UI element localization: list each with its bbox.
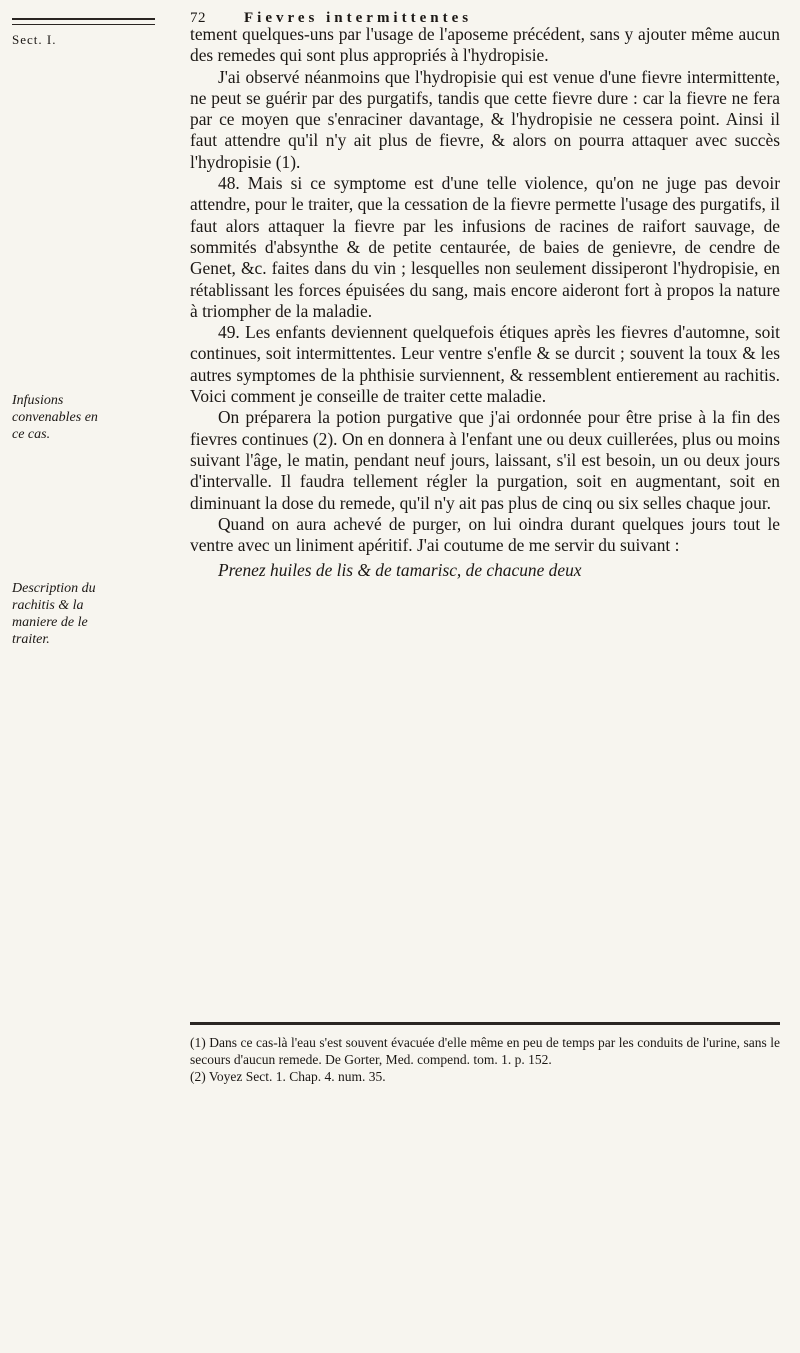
paragraph-continuation: tement quelques-uns par l'usage de l'aposeme précédent, sans y ajouter même aucun des remedes qui sont plus appropriés à l'hydropisie. xyxy=(190,24,780,66)
paragraph-48: 48. Mais si ce symptome est d'une telle violence, qu'on ne juge pas devoir attendre, pour le traiter, que la cessation de la fievre permette l'usage des purgatifs, il faut alors attaquer la fievre par les infusions de racines de raifort sauvage, de sommités d'absynthe & de petite centaurée, de baies de genievre, de cendre de Genet, &c. faites dans du vin ; lesquelles non seulement dissiperont l'hydropisie, en rétablissant les forces épuisées du sang, mais encore aideront fort à propos la nature à triompher de la maladie. xyxy=(190,173,780,321)
footnotes xyxy=(190,1034,780,1085)
paragraph-liniment: Quand on aura achevé de purger, on lui oindra durant quelques jours tout le ventre avec un liniment apéritif. J'ai coutume de me servir du suivant : xyxy=(190,513,780,556)
paragraph-hydropisie: J'ai observé néanmoins que l'hydropisie qui est venue d'une fievre intermittente, ne peut se guérir par des purgatifs, tandis que cette fievre dure : car la fievre ne fera par ce moyen que s'enraciner davantage, & l'hydropisie ne cessera point. Ainsi il faut attendre qu'il n'y ait plus de fievre, & alors on pourra attaquer avec succès l'hydropisie (1). xyxy=(190,66,780,172)
paragraph-potion: On préparera la potion purgative que j'ai ordonnée pour être prise à la fin des fievres continues (2). On en donnera à l'enfant une ou deux cuillerées, plus ou moins suivant l'âge, le matin, pendant neuf jours, laissant, s'il est besoin, un ou deux jours d'intervalle. Il faudra tellement régler la purgation, soit en augmentant, soit en diminuant la dose du remede, qu'il n'y ait pas plus de cinq ou six selles chaque jour. xyxy=(190,407,780,513)
main-text xyxy=(190,24,780,582)
footnote-rule xyxy=(190,1022,780,1025)
footnote-1: (1) Dans ce cas-là l'eau s'est souvent évacuée d'elle même en peu de temps par les conduits de l'urine, sans le secours d'aucun remede. De Gorter, Med. compend. tom. 1. p. 152. xyxy=(190,1035,780,1067)
margin-note-rachitis: Description du rachitis & la maniere de le traiter. xyxy=(12,581,96,647)
paragraph-recipe: Prenez huiles de lis & de tamarisc, de chacune deux xyxy=(218,560,582,581)
paragraph-49: 49. Les enfants deviennent quelquefois étiques après les fievres d'automne, soit continues, soit intermittentes. Leur ventre s'enfle & se durcit ; souvent la toux & les autres symptomes de la phthisie surviennent, & ressemblent entierement au rachitis. Voici comment je conseille de traiter cette maladie. xyxy=(190,322,780,407)
section-label: Sect. I. xyxy=(12,32,57,47)
footnote-2: (2) Voyez Sect. 1. Chap. 4. num. 35. xyxy=(190,1069,386,1084)
header-rule xyxy=(12,18,155,25)
margin-note-infusions: Infusions convenables en ce cas. xyxy=(12,393,98,442)
page-number: 72 xyxy=(190,10,206,26)
running-title: Fievres intermittentes xyxy=(244,10,473,26)
